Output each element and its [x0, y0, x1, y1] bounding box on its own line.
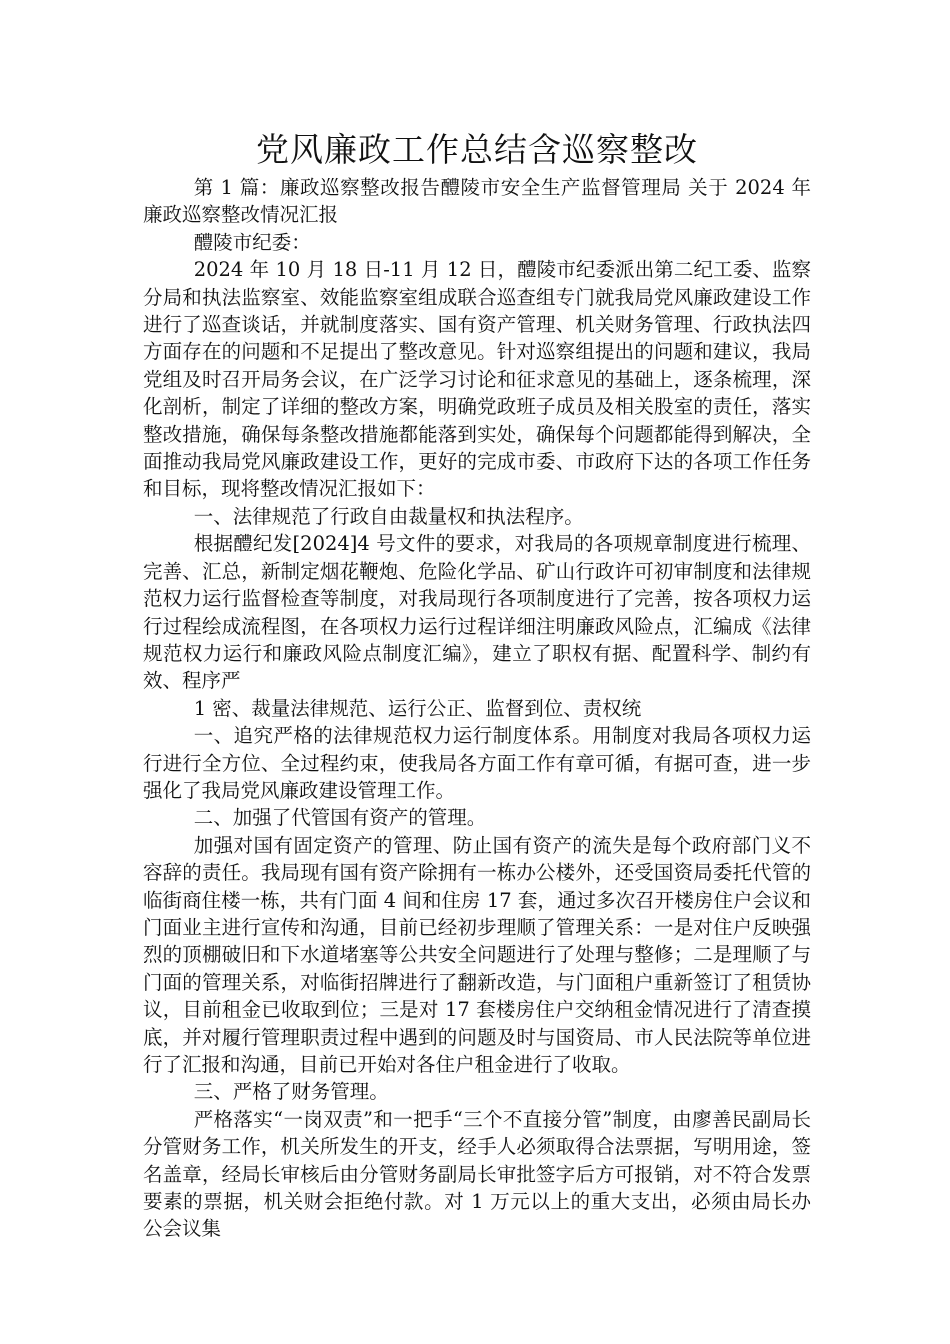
section-heading-1: 一、法律规范了行政自由裁量权和执法程序。: [193, 504, 584, 528]
body-paragraph-2: 一、追究严格的法律规范权力运行制度体系。用制度对我局各项权力运行进行全方位、全过程约束，使我局各方面工作有章可循，有据可查，进一步强化了我局党风廉政建设管理工作。: [143, 724, 811, 802]
article-heading: 第 1 篇：廉政巡察整改报告醴陵市安全生产监督管理局 关于 2024 年廉政巡察整改情况汇报: [143, 176, 811, 227]
document-title: 党风廉政工作总结含巡察整改: [256, 130, 698, 169]
salutation: 醴陵市纪委：: [193, 230, 311, 254]
section-heading-2: 二、加强了代管国有资产的管理。: [193, 806, 487, 830]
body-paragraph-1-continued: 1 密、裁量法律规范、运行公正、监督到位、责权统: [193, 696, 642, 720]
document-page: [143, 128, 811, 1243]
body-paragraph-1: 根据醴纪发[2024]4 号文件的要求，对我局的各项规章制度进行梳理、完善、汇总，新制定烟花鞭炮、危险化学品、矿山行政许可初审制度和法律规范权力运行监督检查等制度，对我局现行各项制度进行了完善，按各项权力运行过程绘成流程图，在各项权力运行过程详细注明廉政风险点，汇编成《法律规范权力运行和廉政风险点制度汇编》，建立了职权有据、配置科学、制约有效、程序严: [143, 532, 811, 693]
body-paragraph-3: 加强对国有固定资产的管理、防止国有资产的流失是每个政府部门义不容辞的责任。我局现有国有资产除拥有一栋办公楼外，还受国资局委托代管的临街商住楼一栋，共有门面 4 间和住房 17 套，通过多次召开楼房住户会议和门面业主进行宣传和沟通，目前已经初步理顺了管理关系：一是对住户反映强烈的顶棚破旧和下水道堵塞等公共安全问题进行了处理与整修；二是理顺了与门面的管理关系，对临街招牌进行了翻新改造，与门面租户重新签订了租赁协议，目前租金已收取到位；三是对 17 套楼房住户交纳租金情况进行了清查摸底，并对履行管理职责过程中遇到的问题及时与国资局、市人民法院等单位进行了汇报和沟通，目前已开始对各住户租金进行了收取。: [143, 833, 811, 1076]
body-paragraph-intro: 2024 年 10 月 18 日-11 月 12 日，醴陵市纪委派出第二纪工委、监察分局和执法监察室、效能监察室组成联合巡查组专门就我局党风廉政建设工作进行了巡查谈话，并就制度落实、国有资产管理、机关财务管理、行政执法四方面存在的问题和不足提出了整改意见。针对巡察组提出的问题和建议，我局党组及时召开局务会议，在广泛学习讨论和征求意见的基础上，逐条梳理，深化剖析，制定了详细的整改方案，明确党政班子成员及相关股室的责任，落实整改措施，确保每条整改措施都能落到实处，确保每个问题都能得到解决，全面推动我局党风廉政建设工作，更好的完成市委、市政府下达的各项工作任务和目标，现将整改情况汇报如下：: [143, 258, 811, 501]
section-heading-3: 三、严格了财务管理。: [193, 1080, 389, 1104]
body-paragraph-4: 严格落实“一岗双责”和一把手“三个不直接分管”制度，由廖善民副局长分管财务工作，机关所发生的开支，经手人必须取得合法票据，写明用途，签名盖章，经局长审核后由分管财务副局长审批签字后方可报销，对不符合发票要素的票据，机关财会拒绝付款。对 1 万元以上的重大支出，必须由局长办公会议集: [143, 1107, 811, 1241]
